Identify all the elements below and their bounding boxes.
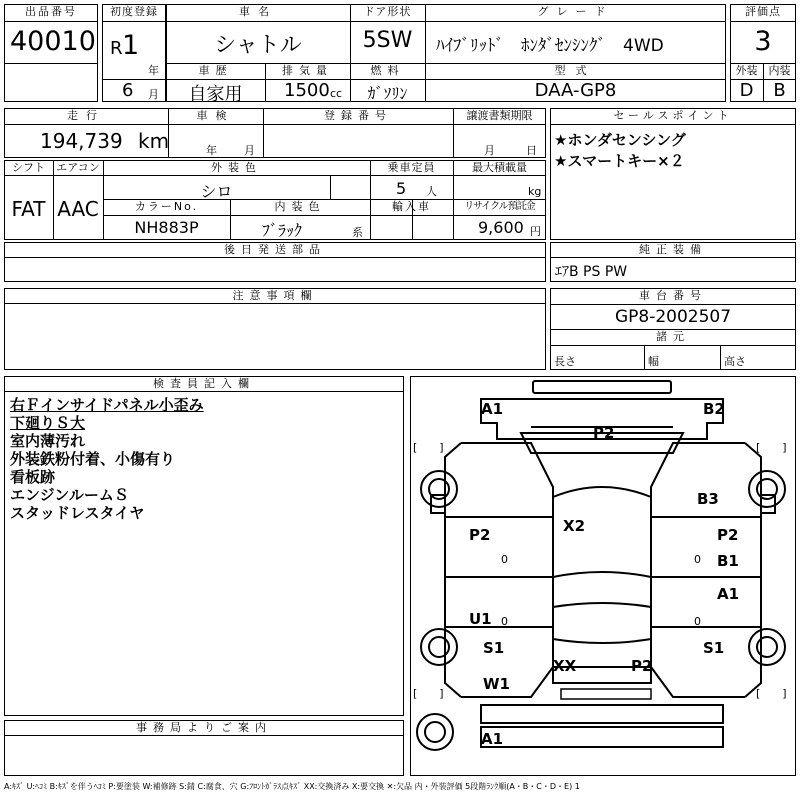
interior-color-label: 内装色: [274, 200, 326, 213]
parts-later-label: 後日発送部品: [224, 243, 326, 256]
height-label: 高さ: [724, 355, 746, 368]
displacement-unit: cc: [330, 87, 343, 100]
first-registration-label: 初度登録: [110, 5, 158, 18]
length-label: 長さ: [554, 355, 576, 368]
mark-w1-left-rear: W1: [483, 675, 510, 693]
mark-x2-roof: X2: [563, 517, 586, 535]
transfer-month-unit: 月: [484, 144, 495, 157]
inspector-note-5: 看板跡: [10, 468, 56, 486]
bracket-front-right: [ ]: [756, 441, 787, 454]
interior-color: ﾌﾞﾗｯｸ: [262, 221, 303, 240]
width-label: 幅: [648, 355, 659, 368]
car-history: 自家用: [188, 84, 243, 105]
mark-s1-right-rear: S1: [703, 639, 725, 657]
era-year: 1: [122, 30, 140, 61]
exterior-color: シロ: [200, 182, 233, 201]
month-unit: 月: [148, 88, 159, 101]
inspection-month-unit: 月: [244, 144, 255, 157]
car-name: シャトル: [214, 33, 302, 58]
bracket-rear-left: [ ]: [413, 687, 444, 700]
mark-b3-right-fender: B3: [697, 490, 719, 508]
inspector-notes-label: 検査員記入欄: [153, 377, 255, 390]
max-load-label: 最大積載量: [472, 161, 527, 174]
displacement-label: 排気量: [282, 64, 333, 77]
transfer-deadline-label: 譲渡書類期限: [466, 109, 533, 122]
car-history-label: 車歴: [198, 64, 233, 77]
sales-point-2: ★スマートキー×２: [554, 152, 685, 170]
overall-score: 3: [754, 26, 772, 57]
year-unit: 年: [148, 64, 159, 77]
capacity: 5: [396, 179, 407, 198]
mileage: 194,739: [40, 129, 123, 153]
mark-a1-bottom: A1: [481, 730, 504, 748]
mark-p2-left-door: P2: [469, 526, 491, 544]
inspector-note-4: 外装鉄粉付着、小傷有り: [10, 450, 176, 468]
score-label: 評価点: [745, 5, 781, 18]
mark-a1-right-rear-door: A1: [717, 585, 740, 603]
transfer-day-unit: 日: [526, 144, 537, 157]
notes-label: 注意事項欄: [232, 289, 318, 302]
exterior-grade-label: 外装: [735, 64, 758, 77]
aircon: AAC: [57, 197, 99, 221]
fuel: ｶﾞｿﾘﾝ: [367, 84, 408, 103]
inspection-year-unit: 年: [206, 144, 217, 157]
max-load-unit: kg: [528, 185, 542, 198]
mileage-label: 走行: [67, 109, 105, 122]
exterior-color-label: 外装色: [211, 161, 262, 174]
grade-label: グレード: [537, 5, 614, 18]
mark-u1-left-rear-door: U1: [469, 610, 492, 628]
inspector-note-7: スタッドレスタイヤ: [10, 504, 145, 522]
mark-xx-rear: XX: [553, 657, 577, 675]
mark-b2-front-right: B2: [703, 400, 725, 418]
sales-point-1: ★ホンダセンシング: [554, 131, 686, 149]
sales-points-label: セールスポイント: [613, 109, 733, 122]
capacity-label: 乗車定員: [387, 161, 436, 174]
mark-p2-right-door: P2: [717, 526, 739, 544]
dimensions-label: 諸元: [656, 330, 690, 343]
door-shape-label: ドア形状: [363, 5, 412, 18]
aircon-label: エアコン: [56, 161, 100, 174]
mark-p2-hood: P2: [593, 424, 615, 442]
interior-grade: B: [773, 80, 786, 101]
color-number-label: カラーNo.: [134, 200, 199, 213]
office-guidance-label: 事務局よりご案内: [136, 721, 272, 734]
damage-legend: A:ｷｽﾞ U:ﾍｺﾐ B:ｷｽﾞを伴うﾍｺﾐ P:要塗装 W:補修跡 S:錆 C:腐食、穴 G:ﾌﾛﾝﾄｶﾞﾗｽ点ｷｽﾞ XX:交換済み X:要交換 ✕:欠品 内・外装評価 5段階ﾗﾝｸ順(A・B・C・D・E) 1: [4, 782, 580, 791]
damage-diagram: [410, 376, 796, 776]
tire-zero-rl: 0: [501, 615, 508, 628]
mark-a1-front-left: A1: [481, 400, 504, 418]
inspector-note-1: 右Ｆインサイドパネル小歪み: [10, 396, 204, 414]
chassis-number-label: 車台番号: [639, 289, 707, 302]
sales-points-box: [550, 108, 796, 240]
import-label: 輸入車: [392, 200, 431, 213]
fuel-label: 燃料: [370, 64, 405, 77]
inspector-note-6: エンジンルームＳ: [10, 486, 129, 504]
tire-zero-fr: 0: [694, 553, 701, 566]
inspection-label: 車検: [196, 109, 235, 122]
recycle-deposit-unit: 円: [530, 225, 541, 238]
mark-p2-rear: P2: [631, 657, 653, 675]
lot-number: 40010: [10, 26, 96, 57]
interior-color-unit: 系: [352, 226, 363, 239]
registration-number-label: 登録番号: [324, 109, 392, 122]
genuine-equipment: ｴｱB PS PW: [555, 264, 628, 280]
bracket-rear-right: [ ]: [756, 687, 787, 700]
genuine-equipment-label: 純正装備: [639, 243, 707, 256]
mark-s1-left-rear: S1: [483, 639, 505, 657]
reg-month: 6: [122, 80, 134, 101]
car-name-label: 車名: [239, 5, 277, 18]
inspector-note-3: 室内薄汚れ: [10, 432, 86, 450]
door-shape: 5SW: [362, 28, 413, 53]
shift: FAT: [11, 197, 46, 221]
lot-number-label: 出品番号: [25, 5, 77, 18]
grade: ﾊｲﾌﾞﾘｯﾄﾞ ﾎﾝﾀﾞｾﾝｼﾝｸﾞ 4WD: [436, 36, 664, 56]
color-number: NH883P: [134, 218, 199, 237]
recycle-deposit-label: リサイクル預託金: [464, 201, 535, 212]
interior-grade-label: 内装: [768, 64, 791, 77]
exterior-grade: D: [739, 80, 754, 101]
model-code: DAA-GP8: [534, 80, 617, 101]
shift-label: シフト: [12, 161, 45, 174]
capacity-unit: 人: [426, 185, 437, 198]
mark-b1-right-door: B1: [717, 552, 739, 570]
model-label: 型式: [554, 64, 597, 77]
tire-zero-rr: 0: [694, 615, 701, 628]
chassis-number: GP8-2002507: [614, 307, 732, 327]
inspector-note-2: 下廻りＳ大: [10, 414, 86, 432]
era-letter: R: [110, 38, 123, 59]
mileage-unit: km: [138, 129, 170, 153]
displacement: 1500: [284, 80, 330, 101]
bracket-front-left: [ ]: [413, 441, 444, 454]
tire-zero-fl: 0: [501, 553, 508, 566]
recycle-deposit: 9,600: [478, 218, 524, 237]
